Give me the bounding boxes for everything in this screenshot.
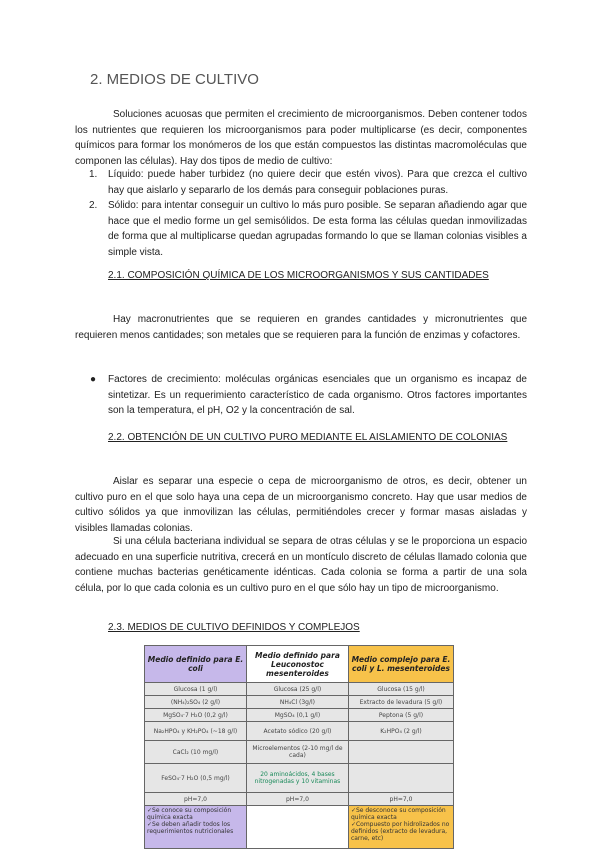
table-cell [348,741,453,764]
list-number: 1. [89,169,98,180]
table-cell [348,764,453,793]
complex-media-note: ✓Se desconoce su composición química exacta ✓Compuesto por hidrolizados no definidos (extracto de levadura, carne, etc) [348,806,453,849]
list-text: Líquido: puede haber turbidez (no quiere decir que estén vivos). Para que crezca el cultivo hay que aislarlo y separarlo de los demás para conseguir poblaciones puras. [108,169,527,196]
table-cell: Na₂HPO₄ y KH₂PO₄ (~18 g/l) [145,722,247,741]
table-cell: Extracto de levadura (5 g/l) [348,696,453,709]
table-cell [246,806,348,849]
table-row [145,683,454,696]
table-row [145,709,454,722]
table-cell: (NH₄)₂SO₄ (2 g/l) [145,696,247,709]
table-cell: pH=7,0 [145,793,247,806]
defined-media-note: ✓Se conoce su composición química exacta ✓Se deben añadir todos los requerimientos nutricionales [145,806,247,849]
bullet-icon: ● [90,374,97,385]
table-cell: pH=7,0 [246,793,348,806]
table-cell: CaCl₂ (10 mg/l) [145,741,247,764]
intro-paragraph: Soluciones acuosas que permiten el crecimiento de microorganismos. Deben contener todos los nutrientes que requieren los microorganismos para poder multiplicarse (es decir, componentes químicos para formar los monómeros de los que están compuestos las distintas macromoléculas que componen las células). Hay dos tipos de medio de cultivo: [75,109,527,167]
table-row [145,722,454,741]
table-cell: NH₄Cl (3g/l) [246,696,348,709]
section-2-2-paragraph-1: Aislar es separar una especie o cepa de microorganismo de otros, es decir, obtener un cultivo puro en el que solo haya una cepa de un microorganismo concreto. Hay que usar medios de cultivo sólidos ya que inmovilizan las células, permitiéndoles crecer y formar masas aisladas y visibles llamadas colonias. [75,476,527,534]
list-item [75,372,527,419]
table-cell: FeSO₄·7 H₂O (0,5 mg/l) [145,764,247,793]
table-row [145,806,454,849]
table-cell: Glucosa (1 g/l) [145,683,247,696]
table-row [145,741,454,764]
section-heading-2-1: 2.1. COMPOSICIÓN QUÍMICA DE LOS MICROORGANISMOS Y SUS CANTIDADES [108,270,489,281]
section-2-1-paragraph: Hay macronutrientes que se requieren en grandes cantidades y micronutrientes que requieren menos cantidades; son metales que se requieren para la función de enzimas y cofactores. [75,314,527,341]
table-cell: Microelementos (2-10 mg/l de cada) [246,741,348,764]
table-header-ecoli-defined: Medio definido para E. coli [145,646,247,683]
section-2-2-paragraph-2: Si una célula bacteriana individual se separa de otras células y se le proporciona un espacio adecuado en una superficie nutritiva, crecerá en un montículo discreto de células llamado colonia que contiene muchas bacterias genéticamente idénticas. Cada colonia se forma a partir de una sola célula, por lo que cada colonia es un cultivo puro en el que sólo hay un tipo de microorganismo. [75,536,527,594]
section-heading-2-2: 2.2. OBTENCIÓN DE UN CULTIVO PURO MEDIANTE EL AISLAMIENTO DE COLONIAS [108,432,508,443]
medium-types-list [75,167,527,260]
table-cell: MgSO₄ (0,1 g/l) [246,709,348,722]
table-header-leuconostoc-defined: Medio definido para Leuconostoc mesenteroides [246,646,348,683]
list-text: Factores de crecimiento: moléculas orgánicas esenciales que un organismo es incapaz de sintetizar. Es un requerimiento característico de cada organismo. Otros factores importantes son la temperatura, el pH, O2 y la concentración de sal. [108,374,527,416]
table-cell: 20 aminoácidos, 4 bases nitrogenadas y 10 vitaminas [246,764,348,793]
table-row [145,793,454,806]
table-cell: MgSO₄·7 H₂O (0,2 g/l) [145,709,247,722]
list-item [75,198,527,260]
table-row [145,696,454,709]
growth-factors-list [75,372,527,419]
table-cell: Acetato sódico (20 g/l) [246,722,348,741]
list-number: 2. [89,200,98,211]
table-cell: Glucosa (25 g/l) [246,683,348,696]
page-title: 2. MEDIOS DE CULTIVO [90,71,259,88]
table-cell: Glucosa (15 g/l) [348,683,453,696]
table-cell: K₂HPO₄ (2 g/l) [348,722,453,741]
table-row [145,764,454,793]
section-heading-2-3: 2.3. MEDIOS DE CULTIVO DEFINIDOS Y COMPLEJOS [108,622,360,633]
list-item [75,167,527,198]
table-cell: Peptona (5 g/l) [348,709,453,722]
table-cell: pH=7,0 [348,793,453,806]
table-header-complex: Medio complejo para E. coli y L. mesenteroides [348,646,453,683]
list-text: Sólido: para intentar conseguir un cultivo lo más puro posible. Se separan añadiendo agar que hace que el medio forme un gel semisólidos. De esta forma las células quedan inmovilizadas de forma que al multiplicarse quedan agrupadas formando lo que se llaman colonias visibles a simple vista. [108,200,527,258]
culture-media-table [144,645,454,849]
